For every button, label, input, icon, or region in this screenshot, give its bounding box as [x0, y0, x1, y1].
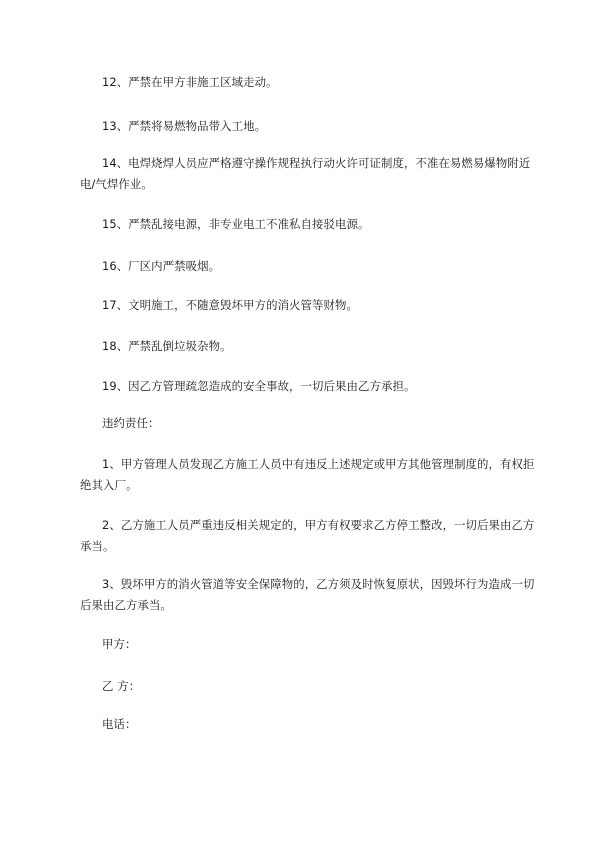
party-a-label: 甲方：: [102, 637, 137, 651]
breach-item-1: 1、甲方管理人员发现乙方施工人员中有违反上述规定或甲方其他管理制度的，有权拒绝其入厂。: [80, 457, 535, 492]
breach-item-3: 3、毁坏甲方的消火管道等安全保障物的，乙方须及时恢复原状，因毁坏行为造成一切后果由乙方承当。: [80, 577, 535, 612]
breach-heading: 违约责任：: [102, 416, 160, 430]
rule-item-13: 13、严禁将易燃物品带入工地。: [102, 119, 267, 133]
rule-item-14: 14、电焊烧焊人员应严格遵守操作规程执行动火许可证制度，不准在易燃易爆物附近电/气焊作业。: [80, 156, 531, 191]
rule-item-12: 12、严禁在甲方非施工区域走动。: [102, 75, 278, 89]
rule-item-16: 16、厂区内严禁吸烟。: [102, 259, 221, 273]
rule-item-17: 17、文明施工，不随意毁坏甲方的消火管等财物。: [102, 298, 358, 312]
party-b-label: 乙 方：: [102, 679, 141, 693]
rule-item-19: 19、因乙方管理疏忽造成的安全事故，一切后果由乙方承担。: [102, 379, 416, 393]
breach-item-2: 2、乙方施工人员严重违反相关规定的，甲方有权要求乙方停工整改，一切后果由乙方承当。: [80, 518, 535, 553]
phone-label: 电话：: [102, 717, 137, 731]
rule-item-15: 15、严禁乱接电源，非专业电工不准私自接驳电源。: [102, 217, 370, 231]
rule-item-18: 18、严禁乱倒垃圾杂物。: [102, 339, 232, 353]
